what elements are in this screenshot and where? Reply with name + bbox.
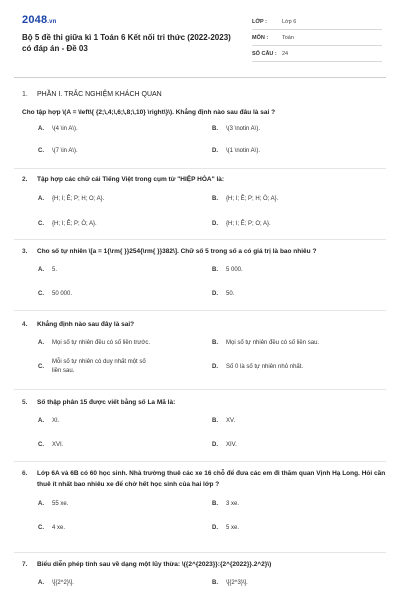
question-text-row (22, 468, 386, 490)
option-text: XI. (52, 418, 60, 424)
options (38, 339, 386, 376)
header-divider (14, 77, 386, 78)
option-c[interactable] (38, 220, 212, 229)
option-key: C. (38, 363, 44, 370)
option-a[interactable] (38, 339, 212, 348)
options (38, 125, 386, 156)
option-key: C. (38, 221, 44, 227)
option-c[interactable] (38, 147, 212, 156)
logo-suffix: .vn (47, 19, 57, 25)
option-key: D. (212, 525, 218, 531)
meta-value: Lớp 6 (282, 18, 297, 25)
option-c[interactable] (38, 290, 212, 299)
question-text: Tập hợp các chữ cái Tiếng Việt trong cụm từ "HIỆP HÒA" là: (37, 176, 225, 183)
options (38, 500, 386, 533)
option-text: \(1 \notin A\). (226, 148, 261, 154)
option-text: \(7 \in A\). (52, 148, 78, 154)
option-text: XV. (226, 418, 236, 424)
option-key: D. (212, 148, 218, 154)
section-title: PHẦN I. TRẮC NGHIỆM KHÁCH QUAN (37, 90, 162, 98)
question (22, 104, 386, 154)
meta-row-count (252, 46, 382, 62)
question-text: Cho số tự nhiên \[a = 1{\rm{ }}254{\rm{ }}382\]. Chữ số 5 trong số a có giá trị là bao nhiêu ? (37, 248, 317, 255)
question-number: 7. (22, 561, 28, 568)
option-c[interactable] (38, 524, 212, 533)
question-number: 2. (22, 176, 28, 183)
option-key: B. (212, 196, 218, 202)
section-heading (22, 84, 400, 104)
question-number: 6. (22, 470, 28, 477)
options (38, 195, 386, 229)
meta-row-class (252, 14, 382, 30)
option-text: {H; I; Ê; P; O; A}. (226, 221, 271, 227)
question-divider (14, 168, 386, 169)
meta-value: 24 (282, 50, 289, 57)
question-text-row (22, 174, 386, 185)
option-key: A. (38, 580, 44, 586)
question-text: Khẳng định nào sau đây là sai? (37, 321, 135, 328)
option-key: D. (212, 442, 218, 448)
option-d[interactable] (212, 220, 386, 229)
option-key: A. (38, 418, 44, 424)
option-text: Số 0 là số tự nhiên nhỏ nhất. (226, 363, 304, 370)
option-key: C. (38, 525, 44, 531)
option-b[interactable] (212, 500, 386, 509)
option-text: {H; I; Ê; P; Ò; A}. (52, 221, 97, 227)
option-text: XIV. (226, 442, 237, 448)
option-d[interactable] (212, 441, 386, 450)
meta-table (252, 14, 382, 62)
option-text: 5 000. (226, 267, 243, 273)
option-d[interactable] (212, 290, 386, 299)
question-number: 3. (22, 248, 28, 255)
option-key: B. (212, 580, 218, 586)
option-c[interactable] (38, 358, 212, 376)
logo-text: 2048 (22, 14, 48, 26)
option-key: D. (212, 221, 218, 227)
site-logo[interactable] (22, 14, 57, 26)
option-b[interactable] (212, 579, 386, 588)
option-b[interactable] (212, 125, 386, 134)
option-text: Mọi số tự nhiên đều có số liền sau. (226, 340, 320, 346)
question-divider (14, 239, 386, 240)
option-b[interactable] (212, 195, 386, 204)
question-text-row (22, 319, 386, 330)
question-text: Lớp 6A và 6B có 60 học sinh. Nhà trường thuê các xe 16 chỗ để đưa các em đi thăm quan Vịnh Hạ Long. Hỏi cần thuê ít nhất bao nhiêu xe để chở hết học sinh của hai lớp ? (37, 470, 386, 488)
question (22, 174, 386, 239)
meta-label: MÔN : (252, 34, 269, 41)
option-text: {H; I; Ê; P; H; O; A}. (52, 196, 105, 202)
option-key: B. (212, 126, 218, 132)
options (38, 417, 386, 450)
option-key: C. (38, 291, 44, 297)
question-divider (14, 461, 386, 462)
option-text: 4 xe. (52, 525, 66, 531)
meta-value: Toán (282, 34, 294, 41)
meta-label: LỚP : (252, 18, 267, 25)
question-text-row (22, 104, 386, 118)
question-divider (14, 552, 386, 553)
option-d[interactable] (212, 147, 386, 156)
option-c[interactable] (38, 441, 212, 450)
options (38, 266, 386, 299)
header (0, 0, 400, 78)
option-text: \[{2^3}\]. (226, 580, 248, 586)
question-text: Cho tập hợp \(A = \left\{ {2;\,4;\,6;\,8;\,10} \right\}\). Khẳng định nào sau đâu là sai ? (22, 109, 276, 116)
meta-label: SỐ CÂU : (252, 50, 277, 57)
option-text: 3 xe. (226, 501, 240, 507)
option-text: 50. (226, 291, 235, 297)
option-text: 50 000. (52, 291, 73, 297)
question-divider (14, 389, 386, 390)
question-text-row (22, 397, 386, 408)
section-number: 1. (22, 90, 28, 98)
question-number: 5. (22, 399, 28, 406)
option-d[interactable] (212, 358, 386, 376)
question-text-row (22, 559, 386, 570)
option-b[interactable] (212, 339, 386, 348)
meta-row-subject (252, 30, 382, 46)
question-divider (14, 310, 386, 311)
question (22, 319, 386, 389)
option-key: A. (38, 340, 44, 346)
question (22, 397, 386, 461)
option-key: B. (212, 418, 218, 424)
question-text: Biểu diễn phép tính sau về dạng một lũy thừa: \({2^{2023}}:{2^{2022}}.2^2}\) (37, 561, 272, 568)
option-text: \(4 \in A\). (52, 126, 78, 132)
option-key: B. (212, 267, 218, 273)
option-key: A. (38, 126, 44, 132)
option-text: XVI. (52, 442, 64, 448)
question-list (0, 84, 400, 588)
document-title: Bộ 5 đề thi giữa kì 1 Toán 6 Kết nối tri thức (2022-2023) có đáp án - Đề 03 (22, 33, 231, 53)
question-text: Số thập phân 15 được viết bằng số La Mã là: (37, 399, 176, 406)
option-a[interactable] (38, 417, 212, 426)
option-a[interactable] (38, 579, 212, 588)
option-text: \[{2^2}\]. (52, 580, 74, 586)
option-key: B. (212, 340, 218, 346)
option-key: A. (38, 196, 44, 202)
option-text: Mọi số tự nhiên đều có số liền trước. (52, 340, 151, 346)
question (22, 559, 386, 588)
question-number: 4. (22, 321, 28, 328)
option-key: C. (38, 148, 44, 154)
option-text: 5 xe. (226, 525, 240, 531)
option-a[interactable] (38, 500, 212, 509)
question (22, 468, 386, 552)
option-text: Mỗi số tự nhiên có duy nhất một số liền sau. (52, 359, 146, 374)
option-text: \(3 \notin A\). (226, 126, 261, 132)
option-key: D. (212, 291, 218, 297)
option-a[interactable] (38, 195, 212, 204)
option-b[interactable] (212, 266, 386, 275)
option-text: 55 xe. (52, 501, 69, 507)
option-a[interactable] (38, 125, 212, 134)
option-a[interactable] (38, 266, 212, 275)
option-b[interactable] (212, 417, 386, 426)
options (38, 579, 386, 588)
option-key: A. (38, 501, 44, 507)
option-key: B. (212, 501, 218, 507)
option-key: D. (212, 363, 218, 370)
option-key: C. (38, 442, 44, 448)
option-text: {H; I; Ê; P; H; Ò; A}. (226, 196, 279, 202)
question-text-row (22, 246, 386, 257)
question (22, 246, 386, 310)
option-d[interactable] (212, 524, 386, 533)
option-key: A. (38, 267, 44, 273)
option-text: 5. (52, 267, 58, 273)
